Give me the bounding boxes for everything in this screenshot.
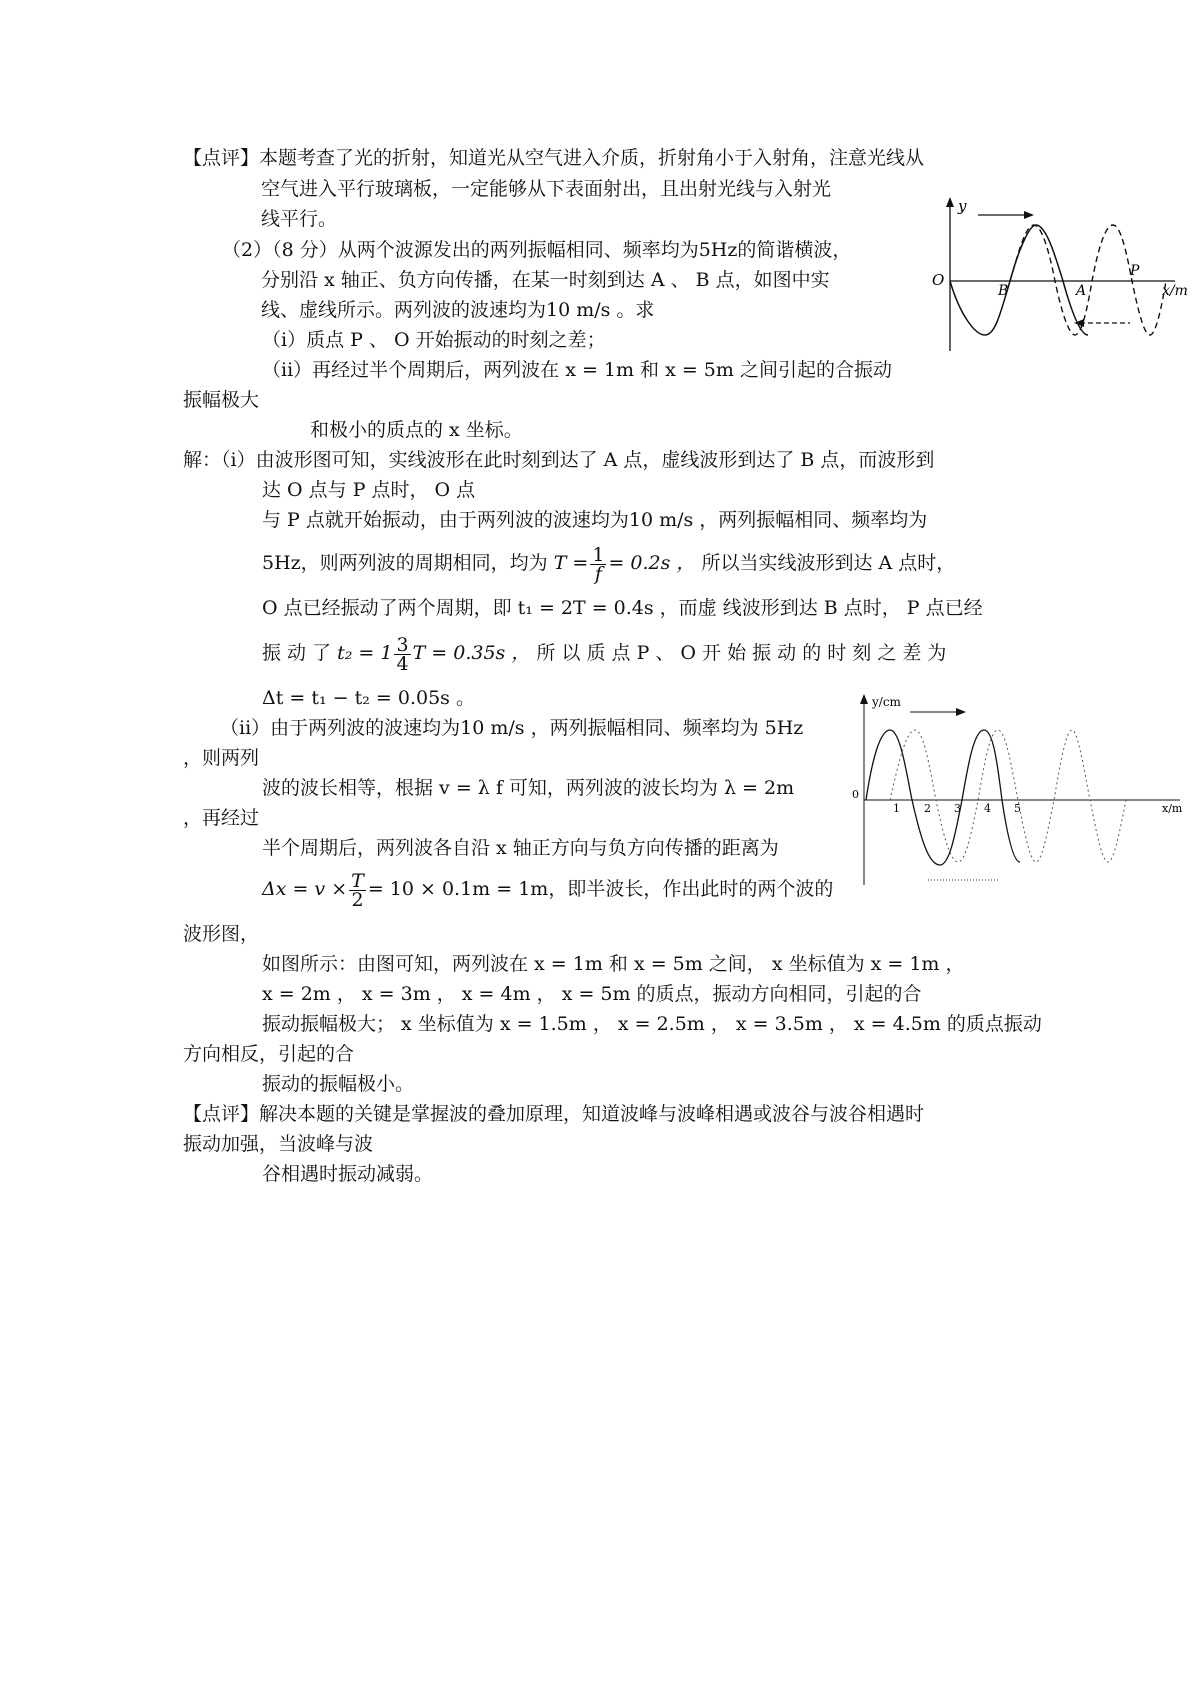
fig1-solid-wave: [950, 225, 1088, 335]
review2-line-2: 振动加强，当波峰与波: [183, 1133, 374, 1155]
solution-line-6: 振 动 了 t₂ = 1 $\frac{3}{4}$ T = 0.35s ， 所 以 质 点 P 、 O 开 始 振 动 的 时 刻 之 差 为: [262, 633, 947, 675]
fig2-tick-5: 5: [1014, 802, 1021, 815]
fig2-tick-2: 2: [924, 802, 931, 815]
solution-line-10: 半个周期后，两列波各自沿 x 轴正方向与负方向传播的距离为: [262, 837, 779, 859]
review-line-2: 空气进入平行玻璃板，一定能够从下表面射出，且出射光线与入射光: [261, 178, 832, 200]
fig1-y-label: y: [958, 197, 967, 215]
solution-line-11: Δx = v × $\frac{T}{2}$ = 10 × 0.1m = 1m，即半波长，作出此时的两个波的: [262, 869, 834, 911]
fig2-tick-3: 3: [954, 802, 961, 815]
fig2-solid-wave: [866, 730, 1020, 865]
fig1-x-label: x/m: [1162, 283, 1188, 299]
fraction-3-over-4: $\frac{3}{4}$: [396, 633, 409, 675]
solution-line-5: O 点已经振动了两个周期，即 t₁ = 2T = 0.4s ，而虚 线波形到达 B 点时， P 点已经: [262, 597, 983, 619]
problem-line-2: 分别沿 x 轴正、负方向传播，在某一时刻到达 A 、 B 点，如图中实: [261, 269, 830, 291]
fig1-origin: O: [932, 271, 945, 289]
solution-line-7: Δt = t₁ − t₂ = 0.05s 。: [262, 687, 475, 709]
fig1-dashed-wave: [1010, 225, 1166, 335]
solution-line-2: 达 O 点与 P 点时， O 点: [262, 479, 476, 501]
question-2-end: 和极小的质点的 x 坐标。: [310, 419, 523, 441]
wave-figure-2: [850, 690, 1195, 890]
wave-figure-1: [930, 195, 1200, 355]
fig1-a-label: A: [1076, 283, 1087, 299]
review-tag: 【点评】: [183, 147, 260, 169]
solution-line-15: 振动振幅极大； x 坐标值为 x = 1.5m ， x = 2.5m ， x = 3.5m ， x = 4.5m 的质点振动: [262, 1013, 1042, 1035]
problem-line-1: （2）（8 分）从两个波源发出的两列振幅相同、频率均为5Hz的简谐横波，: [222, 239, 852, 261]
fig2-x-label: x/m: [1162, 802, 1183, 815]
review2-line-1: 【点评】解决本题的关键是掌握波的叠加原理，知道波峰与波峰相遇或波谷与波谷相遇时: [183, 1103, 925, 1125]
solution-line-13: 如图所示：由图可知，两列波在 x = 1m 和 x = 5m 之间， x 坐标值为 x = 1m ，: [262, 953, 965, 975]
solution-line-14: x = 2m ， x = 3m ， x = 4m ， x = 5m 的质点，振动方向相同，引起的合: [262, 983, 922, 1005]
fig2-tick-4: 4: [984, 802, 991, 815]
problem-line-3: 线、虚线所示。两列波的波速均为10 m/s 。求: [261, 299, 655, 321]
solution-line-1: 解：（i）由波形图可知，实线波形在此时刻到达了 A 点，虚线波形到达了 B 点，而波形到: [183, 449, 935, 471]
review-line-3: 线平行。: [261, 208, 338, 230]
fig2-origin: 0: [852, 788, 859, 801]
review2-line-3: 谷相遇时振动减弱。: [262, 1163, 434, 1185]
review-line-1: 【点评】本题考查了光的折射，知道光从空气进入介质，折射角小于入射角，注意光线从: [183, 147, 925, 169]
solution-line-12: 波形图，: [183, 923, 260, 945]
question-2: （ii）再经过半个周期后，两列波在 x = 1m 和 x = 5m 之间引起的合振动: [262, 359, 892, 381]
question-2-cont: 振幅极大: [183, 389, 260, 411]
fig2-tick-1: 1: [893, 802, 900, 815]
question-1: （i）质点 P 、 O 开始振动的时刻之差；: [262, 329, 606, 351]
fig1-p-label: P: [1130, 263, 1140, 279]
solution-line-16: 方向相反，引起的合: [183, 1043, 355, 1065]
solution-line-9b: ，再经过: [183, 807, 260, 829]
fig1-b-label: B: [998, 283, 1009, 299]
fig2-y-label: y/cm: [872, 695, 901, 709]
solution-line-8b: ，则两列: [183, 747, 260, 769]
solution-line-17: 振动的振幅极小。: [262, 1073, 415, 1095]
solution-line-9: 波的波长相等，根据 v = λ f 可知，两列波的波长均为 λ = 2m: [262, 777, 795, 799]
fraction-t-over-2: $\frac{T}{2}$: [351, 869, 364, 911]
fraction-1-over-f: $\frac{1}{f}$: [592, 543, 605, 585]
solution-line-8: （ii）由于两列波的波速均为10 m/s ，两列振幅相同、频率均为 5Hz: [220, 717, 804, 739]
solution-line-4: 5Hz，则两列波的周期相同，均为 T = $\frac{1}{f}$ = 0.2s ， 所以当实线波形到达 A 点时，: [262, 543, 956, 585]
solution-line-3: 与 P 点就开始振动，由于两列波的波速均为10 m/s ，两列振幅相同、频率均为: [262, 509, 928, 531]
fig2-dotted-wave: [890, 730, 1126, 862]
